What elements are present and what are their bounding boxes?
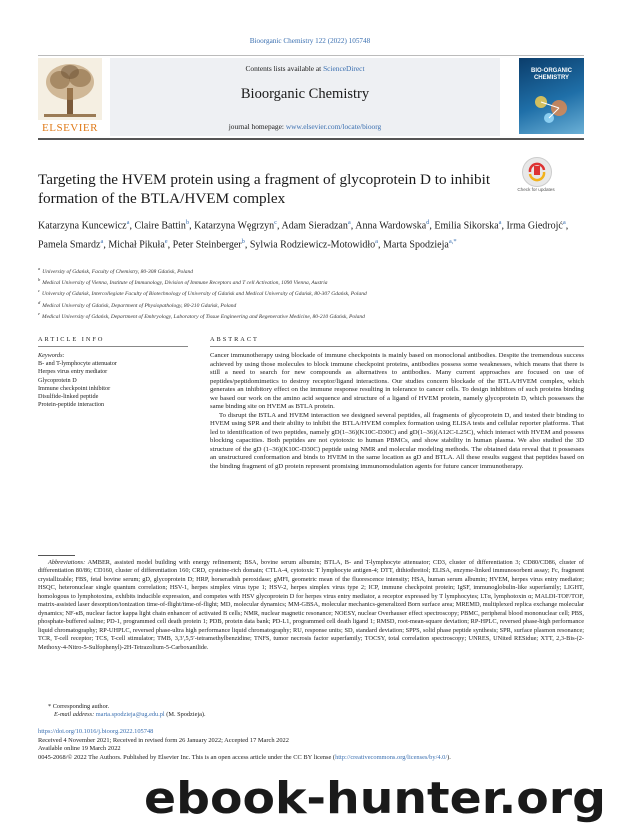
email-line — [54, 711, 584, 719]
cover-title: BIO-ORGANIC CHEMISTRY — [531, 68, 572, 81]
license-suffix: ). — [447, 754, 451, 762]
doi-link[interactable]: https://doi.org/10.1016/j.bioorg.2022.105748 — [38, 728, 154, 735]
keyword-item: Protein-peptide interaction — [38, 401, 105, 409]
author-name[interactable]: Claire Battin — [134, 220, 186, 232]
journal-name: Bioorganic Chemistry — [240, 86, 370, 102]
keyword-list — [38, 360, 188, 409]
elsevier-logo — [38, 58, 102, 134]
author-affiliation-marker[interactable]: c — [274, 219, 278, 226]
check-for-updates-icon[interactable] — [522, 157, 552, 187]
affiliation-text: University of Gdańsk, Intercollegiate Faculty of Biotechnology of University of Gdańsk and Medical University of Gdańsk, 80-307 Gdańsk, Poland — [42, 291, 367, 298]
author-affiliation-marker[interactable]: a — [347, 219, 351, 226]
abstract-heading: ABSTRACT — [210, 336, 584, 347]
author-affiliation-marker[interactable]: e — [164, 237, 168, 245]
keyword-item: B- and T-lymphocyte attenuator — [38, 360, 117, 368]
email-suffix: (M. Spodzieja). — [164, 711, 206, 719]
affiliation-item — [38, 276, 584, 287]
affiliation-marker: b — [38, 277, 41, 283]
keyword-item: Disulfide-linked peptide — [38, 393, 99, 401]
author-name[interactable]: Adam Sieradzan — [281, 220, 348, 232]
received-dates: Received 4 November 2021; Received in revised form 26 January 2022; Accepted 17 March 2022 — [38, 736, 289, 744]
affiliation-item — [38, 265, 584, 276]
affiliation-text: Medical University of Gdańsk, Department of Embryology, Laboratory of Tissue Engineering and Regenerative Medicine, 80-210 Gdańsk, Poland — [42, 313, 365, 320]
correspondence-footnote — [38, 703, 584, 720]
affiliation-marker: a — [38, 266, 41, 271]
abbreviations-text: AMBER, assisted model building with energy refinement; BSA, bovine serum albumin; BTLA, B- and T-lymphocyte attenuator; CD3, cluster of differentiation 3; CD80/CD86, cluster of differentiation 80/86; CD160, cluster of differentiation 160; CRD, cysteine-rich domain; CTLA-4, cytotoxic T lymphocyte antigen-4; DTT, dithiothreitol; ELISA, enzyme-linked immunosorbent assay; Fc, fragment crystallizable; FBS, fetal bovine serum; gD, glycoprotein D; HRP, horseradish peroxidase; gMFI, geometric mean of the fluorescence intensity; HSA, human serum albumin; HVEM, herpes virus entry mediator; HSQC, heteronuclear single quantum correlation; HSV-1, herpes simplex virus type 1; HSV-2, herpes simplex virus type 2; ICP, immune checkpoint protein; IgSF, immunoglobulin-like superfamily; LIGHT, homologous to lymphotoxins, exhibits inducible expression, and competes with HSV glycoprotein D for herpes virus entry mediator, a receptor expressed by T lymphocytes; LTα, lymphotoxin α; MALDI-TOF/TOF, matrix-assisted laser desorption/ionization time-of-flight/time-of-flight; MD, molecular dynamics; MM-GBSA, molecular mechanics-generalized Born surface area; MREMD, multiplexed replica exchange molecular dynamics; NF-κB, nuclear factor kappa light chain enhancer of activated B cells; NMR, nuclear magnetic resonance; NOESY, nuclear Overhauser effect spectroscopy; PBMC, peripheral blood mononuclear cell; PBS, phosphate-buffered saline; PD-1, programmed cell death protein 1; PDB, protein data bank; PD-L1, programmed cell death ligand 1; RMSD, root-mean-square deviation; RP-HPLC, reversed phase-high performance liquid chromatography; RP-UHPLC, reversed phase-ultra high performance liquid chromatography; RU, response units; SD, standard deviation; SPPS, solid phase peptide synthesis; SPR, surface plasmon resonance; TCR, T-cell receptor; TCS, T-cell stimulator; TMB, 3,3′,5,5′-tetramethylbenzidine; TNFS, tumor necrosis factor superfamily; TOCSY, total correlation spectroscopy; UNRES, UNited RESidue; XTT, 2,3-Bis-(2-Methoxy-4-Nitro-5-Sulfophenyl)-2H-Tetrazolium-5-Carboxanilide. — [38, 559, 585, 651]
affiliation-item — [38, 299, 584, 310]
keywords-block — [38, 352, 188, 409]
author-affiliation-marker[interactable]: a — [100, 237, 104, 245]
author-affiliation-marker[interactable]: a,* — [448, 237, 457, 245]
affiliation-marker: e — [38, 310, 40, 316]
article-title: Targeting the HVEM protein using a fragment of glycoprotein D to inhibit formation of the BTLA/HVEM complex — [38, 171, 491, 207]
watermark — [140, 768, 610, 824]
license-line — [38, 754, 584, 763]
author-affiliation-marker[interactable]: d — [426, 219, 430, 226]
keyword-item: Herpes virus entry mediator — [38, 368, 108, 376]
affiliation-item — [38, 310, 584, 321]
keyword-item: Glycoprotein D — [38, 376, 77, 384]
affiliation-text: Medical University of Gdańsk, Department of Physiopathology, 80-210 Gdańsk, Poland — [42, 302, 237, 309]
contents-prefix: Contents lists available at — [245, 64, 324, 73]
email-label: E-mail address: — [54, 711, 96, 719]
abstract-paragraph: Cancer immunotherapy using blockade of immune checkpoints is mainly based on monoclonal antibodies. Despite the tremendous success achieved by using those molecules to block immune checkpoint proteins, antibodies possess some weaknesses, which means that there is still a need to search for new compounds as alternatives to antibodies. Many current approaches are focused on use of peptides/peptidomimetics to destroy receptor/ligand interactions. Our studies concern blockade of the BTLA/HVEM complex, which generates an inhibitory effect on the immune response resulting in tolerance to cancer cells. To design inhibitors of such proteins binding we based our work on the amino acid sequence and structure of a ligand of HVEM protein, namely glycoprotein D, which possesses the same binding site on HVEM as BTLA protein. — [210, 352, 584, 410]
author-affiliation-marker[interactable]: a — [562, 219, 566, 226]
author-name[interactable]: Sylwia Rodziewicz-Motowidło — [249, 239, 376, 251]
keyword-item: Immune checkpoint inhibitor — [38, 384, 111, 392]
cover-molecule-icon — [527, 88, 577, 128]
author-affiliation-marker[interactable]: a — [375, 237, 379, 245]
journal-masthead — [110, 58, 500, 136]
affiliation-marker: d — [38, 299, 41, 305]
affiliation-text: Medical University of Vienna, Institute of Immunology, Division of Immune Receptors and T cell Activation, 1090 Vienna, Austria — [42, 280, 328, 287]
publisher-name: ELSEVIER — [42, 122, 98, 134]
abbreviations-label: Abbreviations: — [48, 559, 86, 566]
homepage-link[interactable]: www.elsevier.com/locate/bioorg — [285, 122, 382, 131]
author-name[interactable]: Emilia Sikorska — [434, 220, 499, 232]
contents-line — [110, 64, 500, 73]
author-name[interactable]: Pamela Smardz — [38, 239, 101, 251]
keywords-label: Keywords: — [38, 352, 65, 359]
author-name[interactable]: Katarzyna Kuncewicz — [38, 220, 127, 232]
elsevier-tree-icon — [38, 58, 102, 120]
abstract-body — [210, 352, 584, 471]
email-link[interactable]: marta.spodzieja@ug.edu.pl — [95, 711, 165, 719]
author-name[interactable]: Marta Spodzieja — [383, 239, 449, 251]
author-name[interactable]: Katarzyna Węgrzyn — [194, 220, 275, 232]
author-affiliation-marker[interactable]: a — [498, 219, 502, 226]
publication-details — [38, 728, 584, 763]
article-info-heading: ARTICLE INFO — [38, 336, 188, 347]
check-for-updates-label: Check for updates — [517, 187, 555, 192]
author-name[interactable]: Peter Steinberger — [172, 239, 242, 251]
affiliation-text: University of Gdańsk, Faculty of Chemistry, 80-308 Gdańsk, Poland — [42, 268, 194, 275]
corresponding-author-note: * Corresponding author. — [48, 703, 110, 710]
author-affiliation-marker[interactable]: b — [185, 219, 190, 226]
author-affiliation-marker[interactable]: a — [126, 219, 130, 226]
author-name[interactable]: Michał Pikuła — [108, 239, 165, 251]
affiliation-marker: c — [38, 288, 40, 294]
license-prefix: 0045-2068/© 2022 The Authors. Published by Elsevier Inc. This is an open access article under the CC BY license ( — [38, 754, 336, 762]
homepage-prefix: journal homepage: — [228, 122, 286, 131]
affiliation-item — [38, 287, 584, 298]
affiliation-list — [38, 265, 584, 321]
corresponding-text: Corresponding author. — [52, 703, 110, 710]
author-name[interactable]: Anna Wardowska — [355, 220, 427, 232]
watermark-text: ebook-hunter.org — [144, 773, 606, 824]
available-online-date: Available online 19 March 2022 — [38, 745, 121, 753]
journal-reference-link[interactable]: Bioorganic Chemistry 122 (2022) 105748 — [249, 37, 371, 45]
abstract-paragraph: To disrupt the BTLA and HVEM interaction we designed several peptides, all fragments of glycoprotein D, and tested their binding to HVEM using SPR and their ability to inhibit the BTLA/HVEM complex formation using ELISA tests and cellular reporter platforms. That led to identification of two peptides, namely gD(1–36)(K10C-D30C) and gD(1–36)(A12C-L25C), which interact with HVEM and possess blocking capacities. Both peptides are not cytotoxic to human PBMCs, and show stability in human plasma. We also studied the 3D structure of the gD (1–36)(K10C-D30C) peptide using NMR and molecular modeling methods. The obtained data reveal that it possesses an unstructured conformation and binds to HVEM in the same location as gD and BTLA. All these results suggest that peptides based on the binding fragment of gD protein represent promising immunomodulation agents for future cancer immunotherapy. — [210, 411, 584, 470]
author-list: Katarzyna Kuncewicz$^a$, Claire Battin$^b$, Katarzyna Węgrzyn$^c$, Adam Sieradzan$^a$, Anna Wardowska$^d$, Emilia Sikorska$^a$, Irma Giedrojć$^a$, Pamela Smardz$^a$, Michał Pikuła$^e$, Peter Steinberger$^b$, Sylwia Rodziewicz-Motowidło$^a$, Marta Spodzieja$^{a,*}$ — [38, 219, 569, 251]
sciencedirect-link[interactable]: ScienceDirect — [323, 64, 365, 73]
homepage-line — [110, 122, 500, 131]
journal-cover[interactable] — [519, 58, 584, 134]
license-link[interactable]: http://creativecommons.org/licenses/by/4.0/ — [335, 754, 448, 762]
author-name[interactable]: Irma Giedrojć — [506, 220, 563, 232]
abbreviations-footnote — [38, 559, 584, 652]
footnote-divider — [38, 555, 75, 556]
author-affiliation-marker[interactable]: b — [241, 237, 245, 245]
